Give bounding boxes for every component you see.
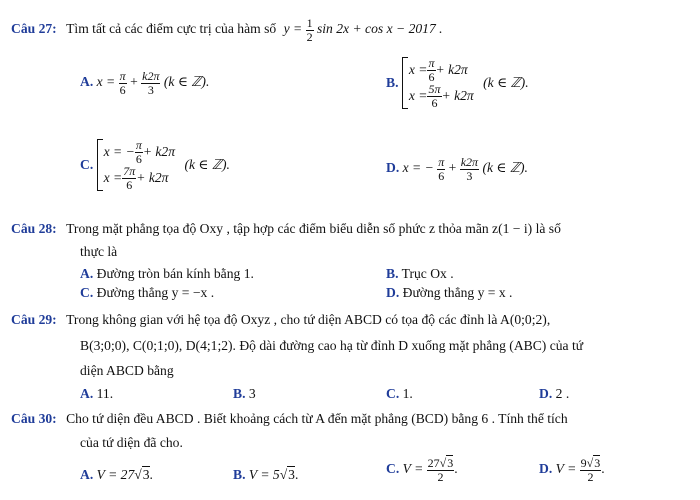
q28-opt-b: B. Trục Ox . bbox=[386, 266, 454, 281]
q27-text: Tìm tất cả các điểm cực trị của hàm số bbox=[66, 21, 277, 37]
q27-opt-b-system: x = $\frac{\pi}{6}$ + k2π x = $\frac{5\pi}{6}$ + k2π bbox=[402, 57, 474, 109]
q28 bbox=[11, 221, 561, 237]
q29-opt-d: D. 2 . bbox=[539, 386, 570, 401]
q30-line1: Cho tứ diện đều ABCD . Biết khoảng cách từ A đến mặt phẳng (BCD) bằng 6 . Tính thể tích bbox=[66, 411, 568, 426]
q28-opt-c: C. Đường thẳng y = −x . bbox=[80, 285, 215, 300]
q29-label: Câu 29: bbox=[11, 312, 57, 327]
q30-opt-c: C. V = $\frac{27√3}{2}$ . bbox=[386, 456, 458, 484]
q28-line2: thực là bbox=[80, 244, 118, 259]
q29-opt-a: A. 11. bbox=[80, 386, 114, 401]
q27-opt-c-system: x = − $\frac{\pi}{6}$ + k2π x = $\frac{7\pi}{6}$ + k2π bbox=[97, 139, 175, 191]
q27-opt-a-label: A. bbox=[80, 74, 94, 90]
q30-opt-b: B. V = 5√3. bbox=[233, 467, 299, 482]
q30-opt-a: A. V = 27√3. bbox=[80, 467, 153, 482]
q27-opt-a: A. x = $\frac{\pi}{6}$ + $\frac{k2\pi}{3}$ (k ∈ ℤ). bbox=[80, 69, 210, 97]
q27-fn-post: sin 2x + cos x − 2017 . bbox=[316, 21, 443, 37]
q27-opt-d: D. x = − $\frac{\pi}{6}$ + $\frac{k2\pi}{3}$ (k ∈ ℤ). bbox=[386, 155, 528, 183]
q30-label: Câu 30: bbox=[11, 411, 57, 426]
q28-opt-d: D. Đường thẳng y = x . bbox=[386, 285, 513, 300]
q27-opt-b-label: B. bbox=[386, 75, 399, 90]
q29-line2: B(3;0;0), C(0;1;0), D(4;1;2). Độ dài đường cao hạ từ đỉnh D xuống mặt phẳng (ABC) của tứ bbox=[80, 338, 584, 353]
q27-fn-pre: y = bbox=[283, 21, 303, 37]
q27-opt-c-label: C. bbox=[80, 157, 94, 172]
q29-line1: Trong không gian với hệ tọa độ Oxyz , cho tứ diện ABCD có tọa độ các đỉnh là A(0;0;2), bbox=[66, 312, 551, 327]
q29-opt-c: C. 1. bbox=[386, 386, 413, 401]
q27 bbox=[11, 17, 443, 43]
q27-opt-b: B. x = $\frac{\pi}{6}$ + k2π x = $\frac{5\pi}{6}$ + k2π (k ∈ ℤ). bbox=[386, 55, 529, 110]
q29 bbox=[11, 312, 550, 328]
q27-opt-c: C. x = − $\frac{\pi}{6}$ + k2π x = $\frac{7\pi}{6}$ + k2π (k ∈ ℤ). bbox=[80, 137, 230, 192]
q27-label: Câu 27: bbox=[11, 21, 57, 37]
q28-label: Câu 28: bbox=[11, 221, 57, 236]
q30 bbox=[11, 411, 568, 427]
q29-opt-b: B. 3 bbox=[233, 386, 256, 401]
q27-fn-half: $\frac{1}{2}$ bbox=[306, 16, 313, 44]
q30-line2: của tứ diện đã cho. bbox=[80, 435, 183, 450]
q29-line3: diện ABCD bằng bbox=[80, 363, 174, 378]
q30-opt-d: D. V = $\frac{9√3}{2}$ . bbox=[539, 456, 605, 484]
q28-line1: Trong mặt phẳng tọa độ Oxy , tập hợp các điểm biểu diễn số phức z thỏa mãn z(1 − i) là số bbox=[66, 221, 561, 236]
q28-opt-a: A. Đường tròn bán kính bằng 1. bbox=[80, 266, 254, 281]
q27-opt-d-label: D. bbox=[386, 160, 400, 176]
